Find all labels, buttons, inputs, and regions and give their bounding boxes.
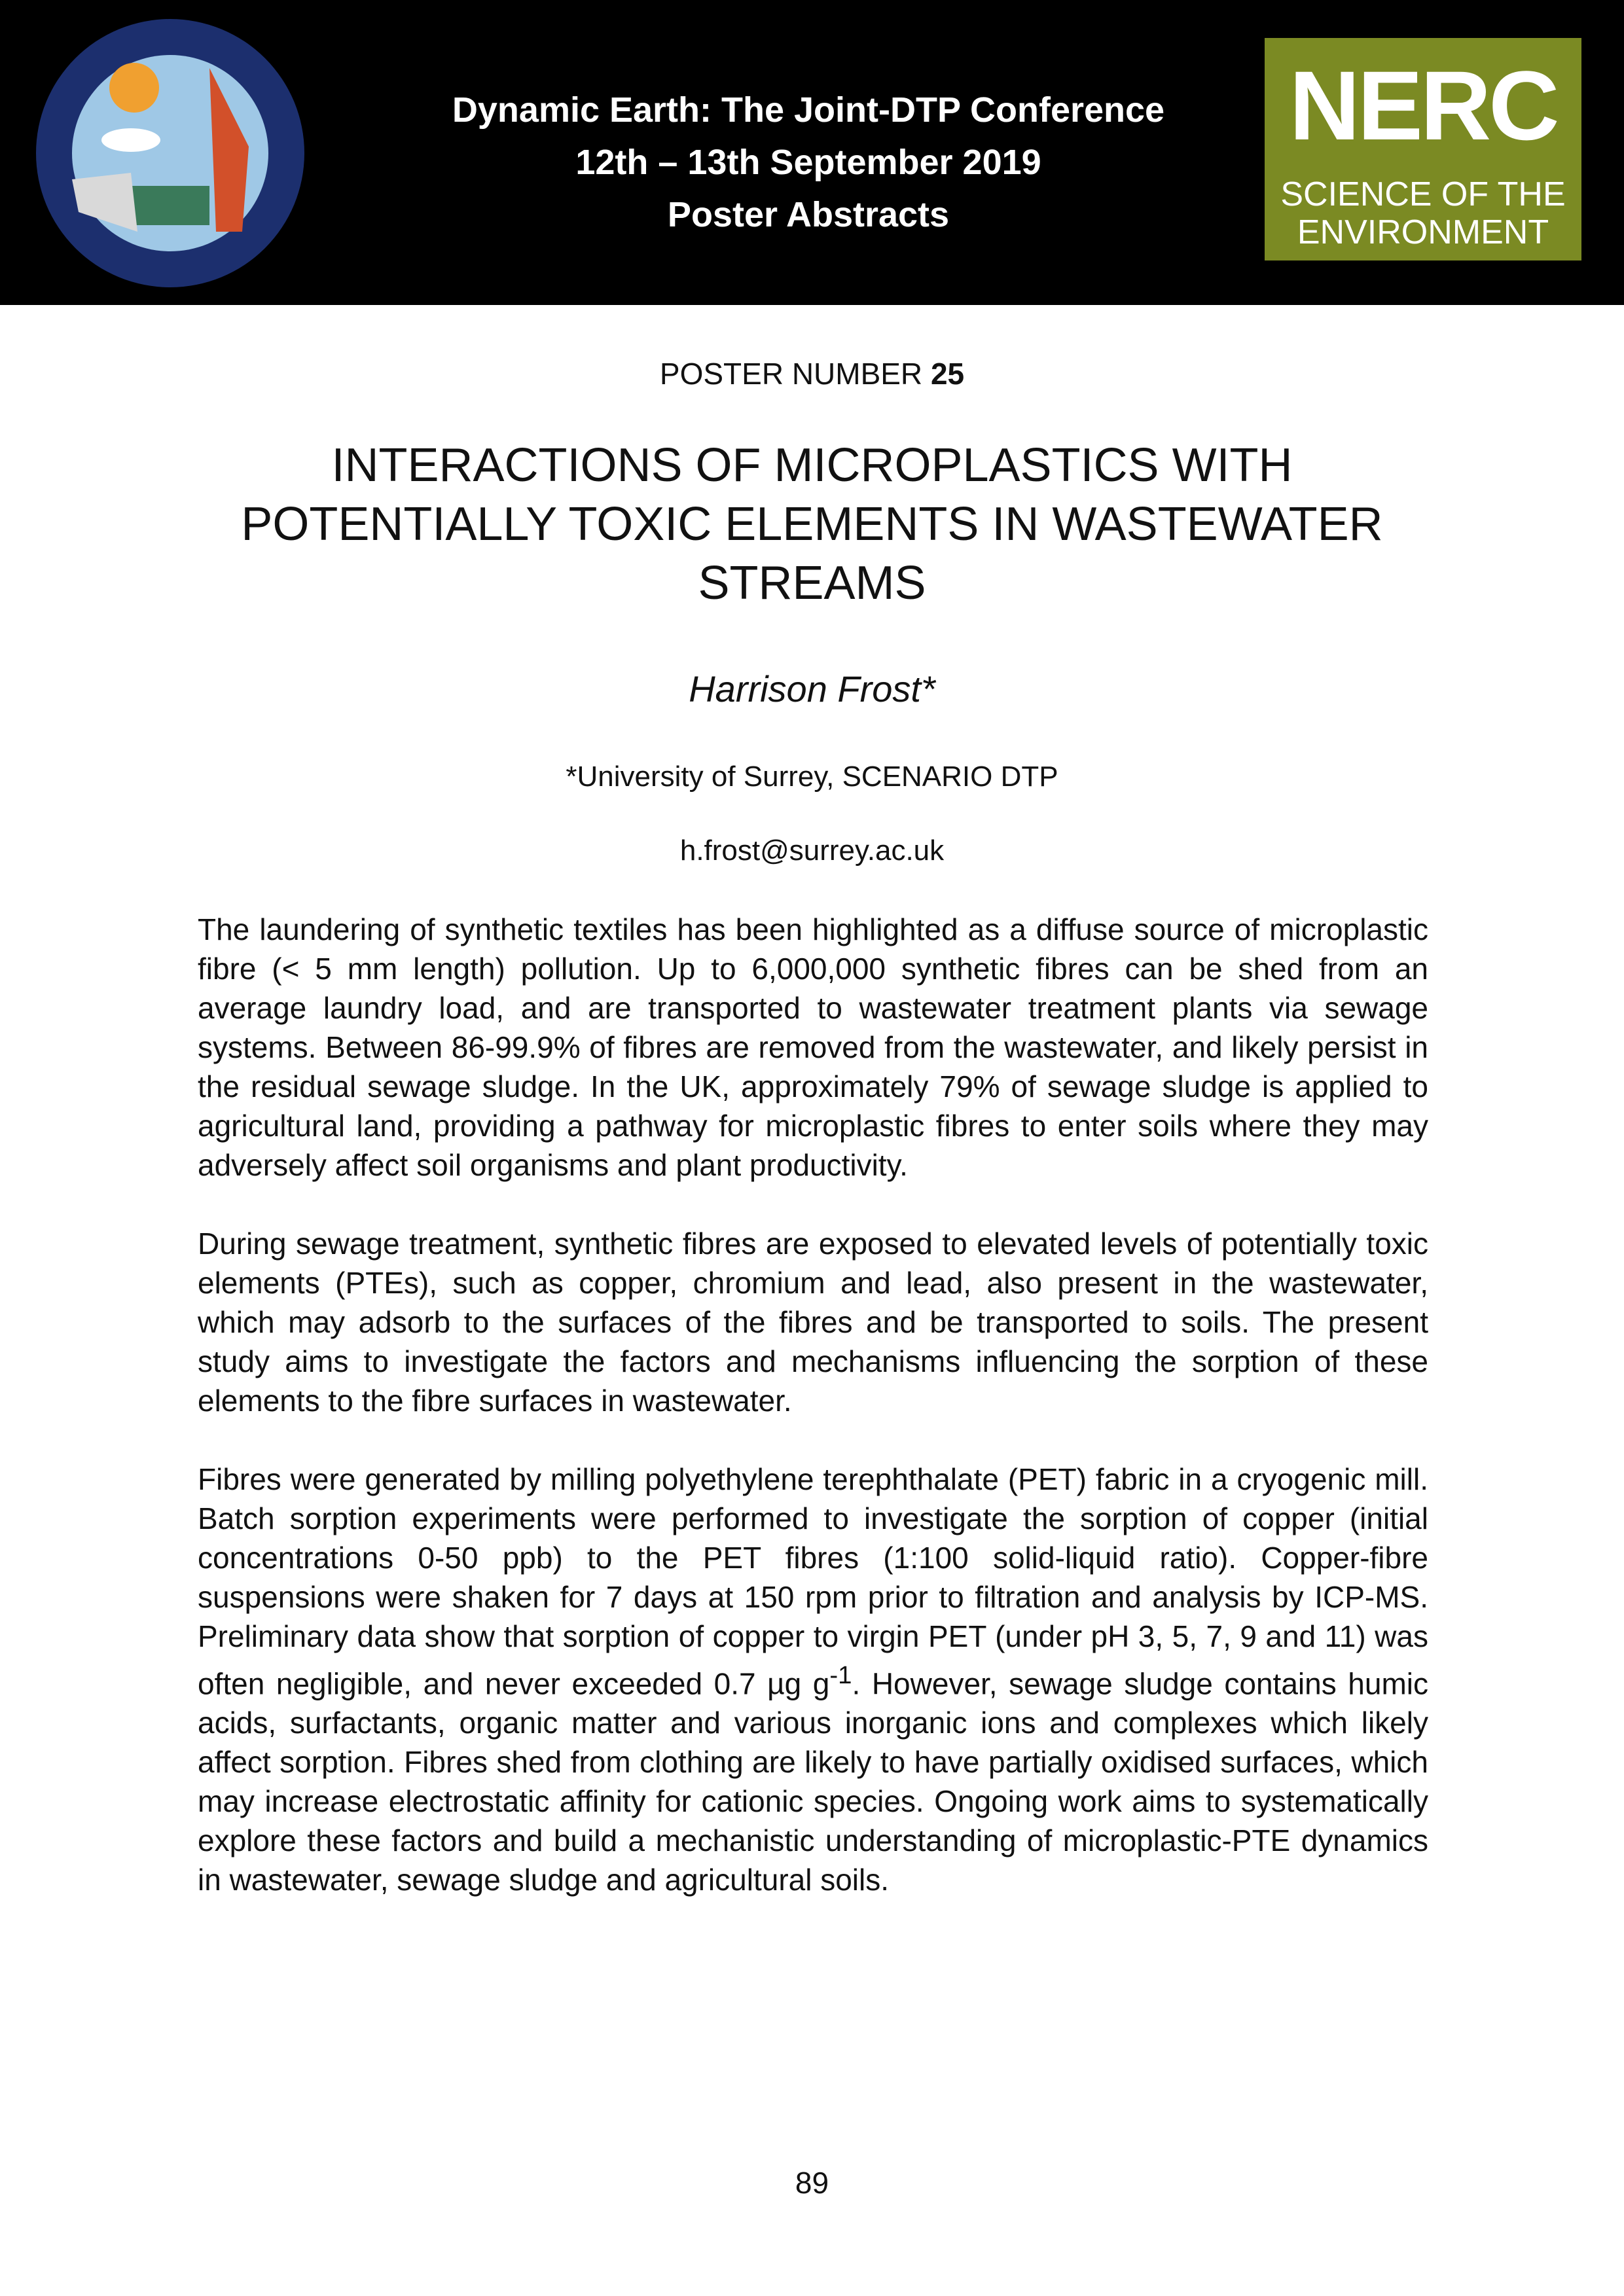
nerc-logo-tagline: SCIENCE OF THE ENVIRONMENT — [1280, 175, 1566, 251]
poster-number-label: POSTER NUMBER — [659, 357, 923, 391]
header-banner — [0, 0, 1624, 305]
author-affiliation: *University of Surrey, SCENARIO DTP — [566, 761, 1058, 793]
author-email: h.frost@surrey.ac.uk — [679, 834, 945, 867]
paragraph: The laundering of synthetic textiles has been highlighted as a diffuse source of microplastic fibre (< 5 mm length) pollution. Up to 6,000,000 synthetic fibres can be shed from an average laundry load, and are transported to wastewater treatment plants via sewage systems. Between 86-99.9% of fibres are removed from the wastewater, and likely persist in the residual sewage sludge. In the UK, approximately 79% of sewage sludge is applied to agricultural land, providing a pathway for microplastic fibres to enter soils where they may adversely affect soil organisms and plant productivity. — [198, 912, 1428, 1182]
author-name: Harrison Frost* — [689, 668, 935, 709]
title-line: INTERACTIONS OF MICROPLASTICS WITH — [331, 439, 1293, 492]
poster-number-value: 25 — [930, 357, 965, 391]
conference-dates: 12th – 13th September 2019 — [575, 143, 1041, 182]
title-line: STREAMS — [698, 557, 926, 609]
paragraph: During sewage treatment, synthetic fibres are exposed to elevated levels of potentially toxic elements (PTEs), such as copper, chromium and lead, also present in the wastewater, which may adsorb to the surfaces of the fibres and be transported to soils. The present study aims to investigate the factors and mechanisms influencing the sorption of these elements to the fibre surfaces in wastewater. — [198, 1227, 1428, 1418]
paragraph: Fibres were generated by milling polyethylene terephthalate (PET) fabric in a cryogenic mill. Batch sorption experiments were performed to investigate the sorption of copper (initial concentrations 0-50 ppb) to the PET fibres (1:100 solid-liquid ratio). Copper-fibre suspensions were shaken for 7 days at 150 rpm prior to filtration and analysis by ICP-MS. Preliminary data show that sorption of copper to virgin PET (under pH 3, 5, 7, 9 and 11) was often negligible, and never exceeded 0.7 µg $g^{-1}$. However, sewage sludge contains humic acids, surfactants, organic matter and various inorganic ions and complexes which likely affect sorption. Fibres shed from clothing are likely to have partially oxidised surfaces, which may increase electrostatic affinity for cationic species. Ongoing work aims to systematically explore these factors and build a mechanistic understanding of microplastic-PTE dynamics in wastewater, sewage sludge and agricultural soils. — [198, 1462, 1428, 1897]
abstract-title — [196, 436, 1428, 613]
nerc-logo — [1265, 38, 1581, 260]
page-number: 89 — [795, 2166, 829, 2200]
title-line: POTENTIALLY TOXIC ELEMENTS IN WASTEWATER — [241, 498, 1383, 550]
nerc-logo-wordmark: NERC — [1289, 50, 1557, 160]
conference-subtitle: Poster Abstracts — [667, 195, 950, 234]
conference-title — [367, 84, 1250, 241]
conference-logo — [33, 16, 308, 291]
poster-number — [0, 356, 1624, 391]
abstract-body — [198, 910, 1428, 1939]
conference-name: Dynamic Earth: The Joint-DTP Conference — [452, 90, 1165, 130]
